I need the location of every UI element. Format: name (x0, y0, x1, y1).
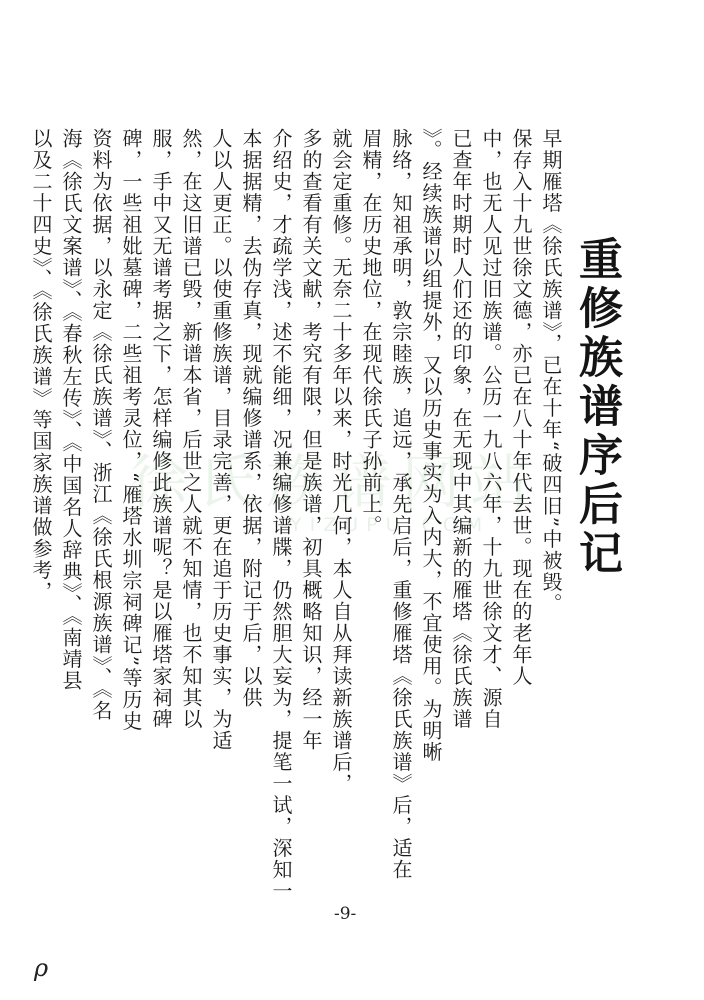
text-column: 碑，一些祖妣墓碑，二些祖考灵位，“雁塔水圳宗祠碑记”等历史 (119, 128, 143, 732)
page-title: 重修族谱序后记 (571, 236, 622, 579)
watermark: 徐氏族谱网站 (130, 448, 539, 516)
manuscript-body (29, 128, 566, 902)
text-column: 多的查看有关文献，考究有限，但是族谱，初具概略知识，经一年 (299, 128, 323, 752)
text-column: 脉络，知祖承明，敦宗睦族，追远，承先启后，重修雁塔《徐氏族谱》后，适在 (389, 128, 413, 881)
text-column: 已查年时期时人们还的印象，在无现中其编新的雁塔《徐氏族谱 (449, 128, 473, 730)
text-column: 早期雁塔《徐氏族谱》，已在十年“破四旧”中被毁。 (539, 128, 563, 615)
text-column: 中，也无人见过旧族谱。公历一九八六年，十九世徐文才、源自 (479, 128, 503, 730)
text-column: 本据据精，去伪存真，现就编修谱系，依据，附记于后，以供 (239, 128, 263, 709)
text-column: 以及二十四史》、《徐氏族谱》等国家族谱做参考， (29, 128, 53, 603)
text-column: 资料为依据，以永定《徐氏族谱》、浙江《徐氏根源族谱》、《名 (89, 128, 113, 722)
watermark-url: YIZUPU.COM (290, 514, 491, 536)
text-column: 服，手中又无谱考据之下，怎样编修此族谱呢？是以雁塔家祠碑 (149, 128, 173, 730)
text-column: 然，在这旧谱已毁，新谱本省，后世之人就不知情，也不知其以 (179, 128, 203, 730)
text-column: 海《徐氏文案谱》、《春秋左传》、《中国名人辞典》、《南靖县 (59, 128, 83, 692)
page-number: -9- (334, 904, 357, 924)
text-column: 人以人更正。以使重修族谱，目录完善，更在追于历史事实，为适 (209, 128, 233, 752)
text-column: 眉精，在历史地位，在现代徐氏子孙前上。 (359, 128, 383, 537)
text-column: 》。经续族谱以组提外，又以历史事实为入内大，不宜使用。为明晰 (419, 128, 443, 763)
text-column: 介绍史，才疏学浅，述不能细，况兼编修谱牒，仍然胆大妄为，提笔一试，深知一 (269, 128, 293, 902)
text-column: 就会定重修。无奈二十多年以来，时光几何，本人自从拜读新族谱后， (329, 128, 353, 795)
corner-mark: ρ (34, 954, 49, 982)
text-column: 保存入十九世徐文德，亦已在八十年代去世。现在的老年人 (509, 128, 533, 687)
